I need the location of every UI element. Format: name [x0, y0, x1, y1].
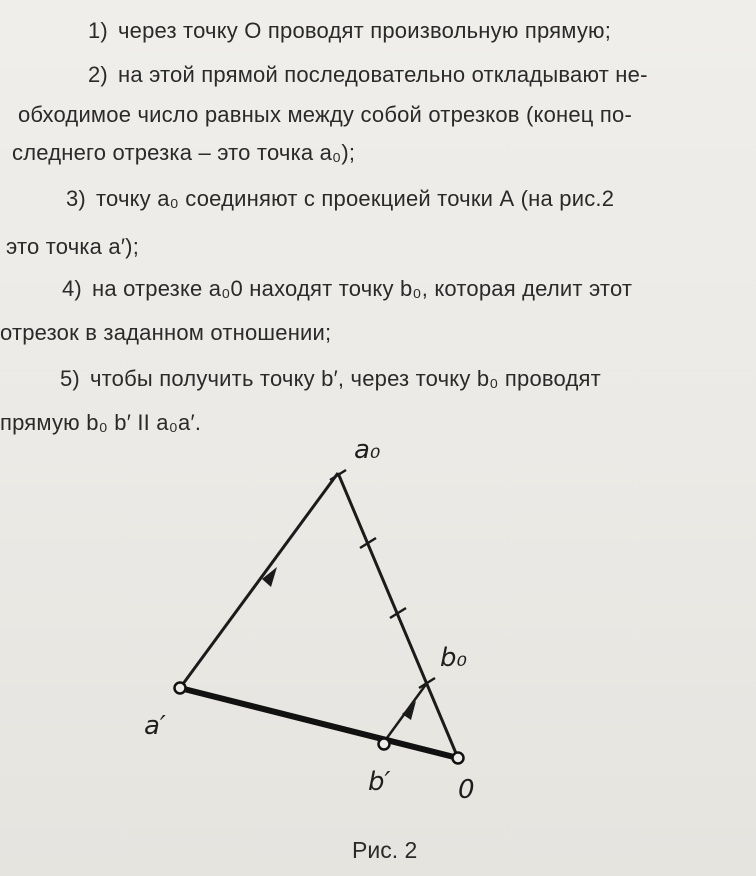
- step-4-line: [62, 276, 632, 302]
- text-line: [6, 234, 139, 260]
- direction-arrow: [262, 567, 277, 587]
- step-5-line: [60, 366, 601, 392]
- text-line: [18, 102, 632, 128]
- step-text: на этой прямой последовательно откладывают не-: [117, 62, 648, 87]
- step-3-line: [66, 186, 614, 212]
- step-number: 3): [66, 186, 86, 211]
- step-2-line: [88, 62, 648, 88]
- label-o: 0: [458, 775, 475, 805]
- step-text: прямую b₀ b′ II a₀a′.: [0, 410, 202, 435]
- step-text: отрезок в заданном отношении;: [0, 320, 332, 345]
- step-number: 2): [88, 62, 108, 87]
- direction-arrow: [402, 701, 416, 720]
- line-a-prime-a0: [180, 473, 338, 688]
- label-a-prime: a′: [144, 711, 166, 741]
- step-text: точку a₀ соединяют с проекцией точки А (на рис.2: [95, 186, 615, 211]
- figure-caption: Рис. 2: [352, 837, 418, 863]
- label-b0: b₀: [440, 643, 467, 673]
- point-o: [453, 753, 464, 764]
- step-number: 1): [88, 18, 108, 43]
- label-a0: a₀: [354, 435, 381, 465]
- tick-mark: [330, 470, 346, 480]
- step-text: на отрезке a₀0 находят точку b₀, которая делит этот: [91, 276, 633, 301]
- step-1-line: [88, 18, 611, 44]
- point-a-prime: [175, 683, 186, 694]
- step-text: это точка a′);: [6, 234, 140, 259]
- label-b-prime: b′: [368, 767, 391, 797]
- step-text: обходимое число равных между собой отрезков (конец по-: [18, 102, 632, 127]
- text-line: [12, 140, 355, 166]
- geometry-figure: [140, 430, 520, 820]
- step-number: 4): [62, 276, 82, 301]
- step-text: через точку О проводят произвольную прямую;: [117, 18, 612, 43]
- text-line: [0, 320, 331, 346]
- step-number: 5): [60, 366, 80, 391]
- step-text: следнего отрезка – это точка a₀);: [12, 140, 356, 165]
- point-b-prime: [379, 739, 390, 750]
- line-a0-o: [338, 473, 458, 758]
- step-text: чтобы получить точку b′, через точку b₀ проводят: [89, 366, 601, 391]
